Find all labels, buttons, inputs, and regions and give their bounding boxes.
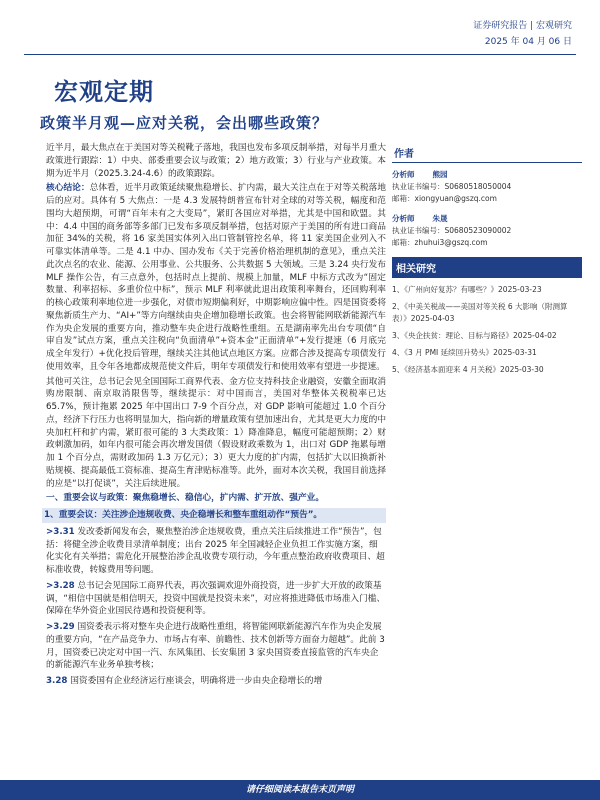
bullet-text: 国资委表示将对整车央企进行战略性重组，将智能网联新能源汽车作为央企发展的重要方向，“在产品竞争力、市场占有率、前瞻性、技术创新等方面奋力超越”。此前 3 月，国资委已决定对中国一汽、东风集团、长安集团 3 家央国资委直接监管的汽车央企的新能源汽车业务单独考核； [46,622,385,671]
list-item [46,621,386,672]
page-title: 政策半月观—应对关税，会出哪些政策？ [40,114,329,132]
related-heading: 相关研究 [392,257,582,278]
section-heading-1: 一、重要会议与政策：聚焦稳增长、稳信心，扩内需、扩开放、强产业。 [46,493,324,504]
related-item[interactable]: 3、《央企扶贫：理论、目标与路径》2025-04-02 [392,331,557,340]
related-item[interactable]: 1、《广州向好复苏？有哪些？》2025-03-23 [392,285,542,294]
related-item[interactable]: 4、《3 月 PMI 延续回升势头》2025-03-31 [392,348,537,357]
author-role: 分析师 [392,170,415,179]
bullet-date: >3.31 [46,526,75,537]
reg-number: S0680523090002 [444,226,512,235]
bullet-text: 发改委新闻发布会，聚焦整治涉企违规收费，重点关注后续推进工作“预告”，包括：将健全涉企收费目录清单制度；出台 2025 年全国减轻企业负担工作实施方案，细化实化有关举措；需危化开展整治涉企乱收费专项行动，今年重点整治政府收费项目、超标准收费，转嫁费用等问题。 [46,526,385,575]
footer-bar [0,780,600,800]
related-item[interactable]: 5、《经济基本面迎来 4 月关税》2025-03-30 [392,365,544,374]
second-paragraph: 其他可关注，总书记会见全国国际工商界代表、金方位支持科技企业融资，安徽全面取消购房限制、南京取消限售等，继续提示：对中国而言，美国对华整体关税税率已达 65.7%，预计拖累 2025 年中国出口 7-9 个百分点，对 GDP 影响可能超过 1.0 个百分点，经济下行压力也将明显加大，指向新的增量政策有望加速出台，尤其是更大力度的中央加杠杆和扩内需，紧盯很可能的 3 大类政策：1）降准降息，幅度可能超预期；2）财政刺激加码，如年内很可能会再次增发国债（假设财政乘数为 1，出口对 GDP 拖累每增加 1 个百分点，需财政加码 1.3 万亿元）；3）更大力度的扩内需，包括扩大以旧换新补贴规模、提高最低工资标准、提高生育津贴标准等。此外，面对本次关税，我国目前选择的应是“以打促谈”，关注后续进展。 [46,376,386,489]
sidebar [392,144,582,381]
author-email[interactable]: xiongyuan@gszq.com [414,194,497,203]
reg-label: 执业证书编号： [392,226,445,235]
author-card [392,169,582,205]
email-label: 邮箱： [392,238,415,247]
author-role: 分析师 [392,214,415,223]
reg-number: S0680518050004 [444,182,512,191]
related-list [392,284,582,376]
bullet-date: >3.29 [46,622,75,632]
list-item [46,526,386,577]
bullet-date: 3.28 [46,676,68,686]
list-item [46,580,386,618]
core-label: 核心结论： [46,183,90,194]
authors-heading: 作者 [392,144,582,163]
report-series-title: 宏观定期 [54,77,154,106]
subsection-band-1: 1、重要会议：关注涉企违规收费、央企稳增长和整车重组动作“预告”。 [42,508,386,523]
header-divider [24,54,576,55]
bullet-text: 国资委国有企业经济运行座谈会，明确将进一步由央企稳增长的增 [67,676,323,686]
author-name: 熊园 [432,170,448,179]
report-date: 2025 年 04 月 06 日 [484,37,572,47]
author-name: 朱晟 [432,214,448,223]
bullet-text: 总书记会见国际工商界代表，再次强调欢迎外商投资，进一步扩大开放的政策基调，“相信中国就是相信明天，投资中国就是投资未来”，对应将推进降低市场准入门槛、保障在华外资企业国民待遇和投资便利等。 [46,580,386,617]
list-item [46,675,386,688]
report-category: 证券研究报告 | 宏观研究 [473,21,572,31]
intro-paragraph: 近半月，最大焦点在于美国对等关税靴子落地，我国也发布多项反制举措，对每半月重大政策进行跟踪：1）中央、部委重要会议与政策；2）地方政策；3）行业与产业政策。本期为近半月（2025.3.24-4.6）的政策跟踪。 [46,143,386,179]
reg-label: 执业证书编号： [392,182,445,191]
author-email[interactable]: zhuhui3@gszq.com [414,238,488,247]
report-header [473,18,572,50]
related-item[interactable]: 2、《中美关税战——美国对等关税 6 大影响（附测算表）》2025-04-03 [392,302,568,323]
main-column [46,142,386,690]
email-label: 邮箱： [392,194,415,203]
author-card [392,213,582,249]
core-conclusion [46,182,386,373]
footer-disclaimer: 请仔细阅读本报告末页声明 [245,785,354,795]
bullet-date: >3.28 [46,580,75,591]
core-text: 总体看，近半月政策延续聚焦稳增长、扩内需，最大关注点在于对等关税落地后的应对。具体有 5 大焦点：一是 4.3 发展特朗普宣布针对全球的对等关税，幅度和范围均大超预期，可谓“百年未有之大变局”，紧盯各国应对举措，尤其是中国和欧盟。其中：4.4 中国的商务部等多部门已发布多项反制举措，包括对原产于美国的所有进口商品加征 34%的关税，将 16 家美国实体列入出口管制管控名单，将 11 家美国企业列入不可靠实体清单等。二是 4.1 中办、国办发布《关于完善价格治理机制的意见》，重点关注此次点名的农业、能源、公用事业、公共服务、公共数据 5 大领域。三是 3.24 央行发布 MLF 操作公告，有三点意外，包括时点上提前、规模上加量，MLF 中标方式改为“固定数量、利率招标、多重价位中标”，预示 MLF 利率就此退出政策利率舞台，还回购利率的核心政策利率地位进一步强化，对债市短期偏利好，中期影响应偏中性。四是国资委将聚焦新质生产力、“AI+”等方向继续由央企增加稳增长政策。也会将智能网联新能源汽车作为央企发展的重要方向，推动整车央企进行战略性重组。五是湖南率先出台专项债“自审自发”试点方案，重点关注税向“负面清单”+资本金“正面清单”+发行提速（6 月底完成全年发行）+优化投后管理，继续关注其他试点地区方案。应都合涉及提高专项债发行使用效率，且令年各地都成规范使文件后，明年专项债发行和使用效率有望进一步提速。 [46,183,386,372]
